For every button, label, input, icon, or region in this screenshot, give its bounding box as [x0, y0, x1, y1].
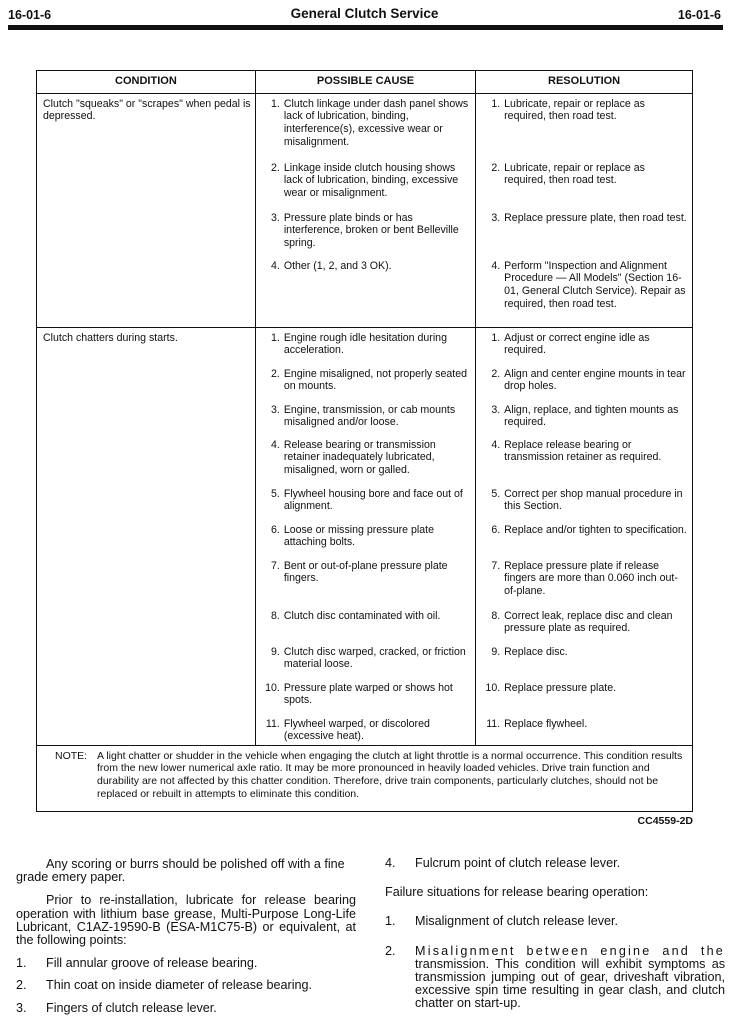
list-item: 4. Perform "Inspection and Alignment Procedure — All Models" (Section 16-01, General Clutch Service). Repair as required, then road test. [491, 259, 686, 310]
list-item: 3. Replace pressure plate, then road test. [491, 211, 687, 224]
list-item: 4. Release bearing or transmission retainer inadequately lubricated, misaligned, worn or galled. [270, 438, 436, 477]
section-heading: Failure situations for release bearing operation: [385, 885, 649, 900]
resolution-cell [476, 327, 692, 745]
list-item: 1. Fill annular groove of release bearing. [16, 956, 258, 971]
list-item: 2. Misalignment between engine and the transmission. This condition will exhibit symptoms as transmission jumping out of gear, driveshaft vibration, excessive spin time resulting in gear clash, and clutch chatter on start-up. [385, 943, 725, 1011]
page-title: General Clutch Service [290, 6, 439, 21]
list-item: 1. Adjust or correct engine idle as required. [491, 331, 650, 357]
figure-code: CC4559-2D [637, 815, 693, 827]
list-item: 1. Lubricate, repair or replace as required, then road test. [491, 97, 645, 123]
list-item: 4. Other (1, 2, and 3 OK). [270, 259, 392, 272]
list-item: 9. Clutch disc warped, cracked, or friction material loose. [270, 645, 466, 671]
condition-cell: Clutch chatters during starts. [37, 327, 255, 745]
column-header-resolution: RESOLUTION [476, 71, 692, 93]
condition-cell: Clutch "squeaks" or "scrapes" when pedal is depressed. [37, 93, 255, 327]
resolution-cell [476, 93, 692, 327]
note-row [37, 745, 692, 807]
paragraph: Prior to re-installation, lubricate for release bearing operation with lithium base grease, Multi-Purpose Long-Life Lubricant, C1AZ-19590-B (ESA-M1C75-B) or equivalent, at the following points: [16, 893, 356, 948]
table-row [37, 93, 692, 327]
column-header-cause: POSSIBLE CAUSE [255, 71, 475, 93]
left-column [16, 858, 356, 1024]
list-item: 3. Align, replace, and tighten mounts as required. [491, 403, 679, 429]
list-item: 2. Lubricate, repair or replace as required, then road test. [491, 161, 645, 187]
note-label: NOTE: [55, 749, 88, 762]
list-item: 5. Flywheel housing bore and face out of alignment. [270, 487, 463, 513]
header-rule [8, 25, 723, 30]
page-header [8, 6, 721, 24]
list-item: 3. Pressure plate binds or has interference, broken or bent Belleville spring. [270, 211, 459, 250]
paragraph: Any scoring or burrs should be polished off with a fine grade emery paper. [16, 857, 345, 885]
note-text: A light chatter or shudder in the vehicle when engaging the clutch at light throttle is a normal occurrence. This condition results from the new lower numerical axle ratio. It may be more pronounced in heavily loaded vehicles. Drive train function and durability are not affected by this chatter condition. Therefore, drive train components, particularly clutches, should not be replaced or rebuilt in attempts to eliminate this condition. [97, 749, 683, 801]
right-column [385, 857, 725, 1020]
page-number-left: 16-01-6 [8, 8, 52, 22]
list-item: 7. Bent or out-of-plane pressure plate fingers. [270, 559, 448, 585]
list-item: 1. Misalignment of clutch release lever. [385, 914, 618, 929]
list-item: 6. Replace and/or tighten to specification. [491, 523, 687, 536]
list-item: 10. Replace pressure plate. [485, 681, 617, 694]
list-item: 9. Replace disc. [491, 645, 568, 658]
column-header-condition: CONDITION [37, 71, 255, 93]
list-item: 1. Clutch linkage under dash panel shows lack of lubrication, binding, interference(s), excessive wear or misalignment. [270, 97, 469, 148]
list-item: 11. Replace flywheel. [486, 717, 588, 730]
list-item: 10. Pressure plate warped or shows hot spots. [265, 681, 453, 707]
list-item: 11. Flywheel warped, or discolored (excessive heat). [265, 717, 430, 743]
cause-cell [255, 327, 475, 745]
list-item: 7. Replace pressure plate if release fingers are more than 0.060 inch out-of-plane. [491, 559, 678, 598]
list-item: 2. Engine misaligned, not properly seated on mounts. [270, 367, 467, 393]
table-row [37, 327, 692, 745]
list-item: 2. Align and center engine mounts in tear drop holes. [491, 367, 686, 393]
list-item: 2. Thin coat on inside diameter of release bearing. [16, 978, 313, 993]
list-item: 1. Engine rough idle hesitation during acceleration. [270, 331, 447, 357]
list-item: 3. Engine, transmission, or cab mounts misaligned and/or loose. [270, 403, 456, 429]
diagnosis-table [36, 70, 693, 812]
list-item: 4. Replace release bearing or transmission retainer as required. [491, 438, 662, 464]
list-item: 4. Fulcrum point of clutch release lever. [385, 856, 621, 870]
list-item: 6. Loose or missing pressure plate attaching bolts. [270, 523, 434, 549]
list-item: 8. Correct leak, replace disc and clean pressure plate as required. [491, 609, 673, 635]
list-item: 2. Linkage inside clutch housing shows lack of lubrication, binding, excessive wear or misalignment. [270, 161, 459, 200]
list-item: 5. Correct per shop manual procedure in this Section. [491, 487, 683, 513]
page-number-right: 16-01-6 [677, 8, 721, 22]
list-item: 3. Fingers of clutch release lever. [16, 1000, 217, 1015]
cause-cell [255, 93, 475, 327]
list-item: 8. Clutch disc contaminated with oil. [270, 609, 441, 622]
